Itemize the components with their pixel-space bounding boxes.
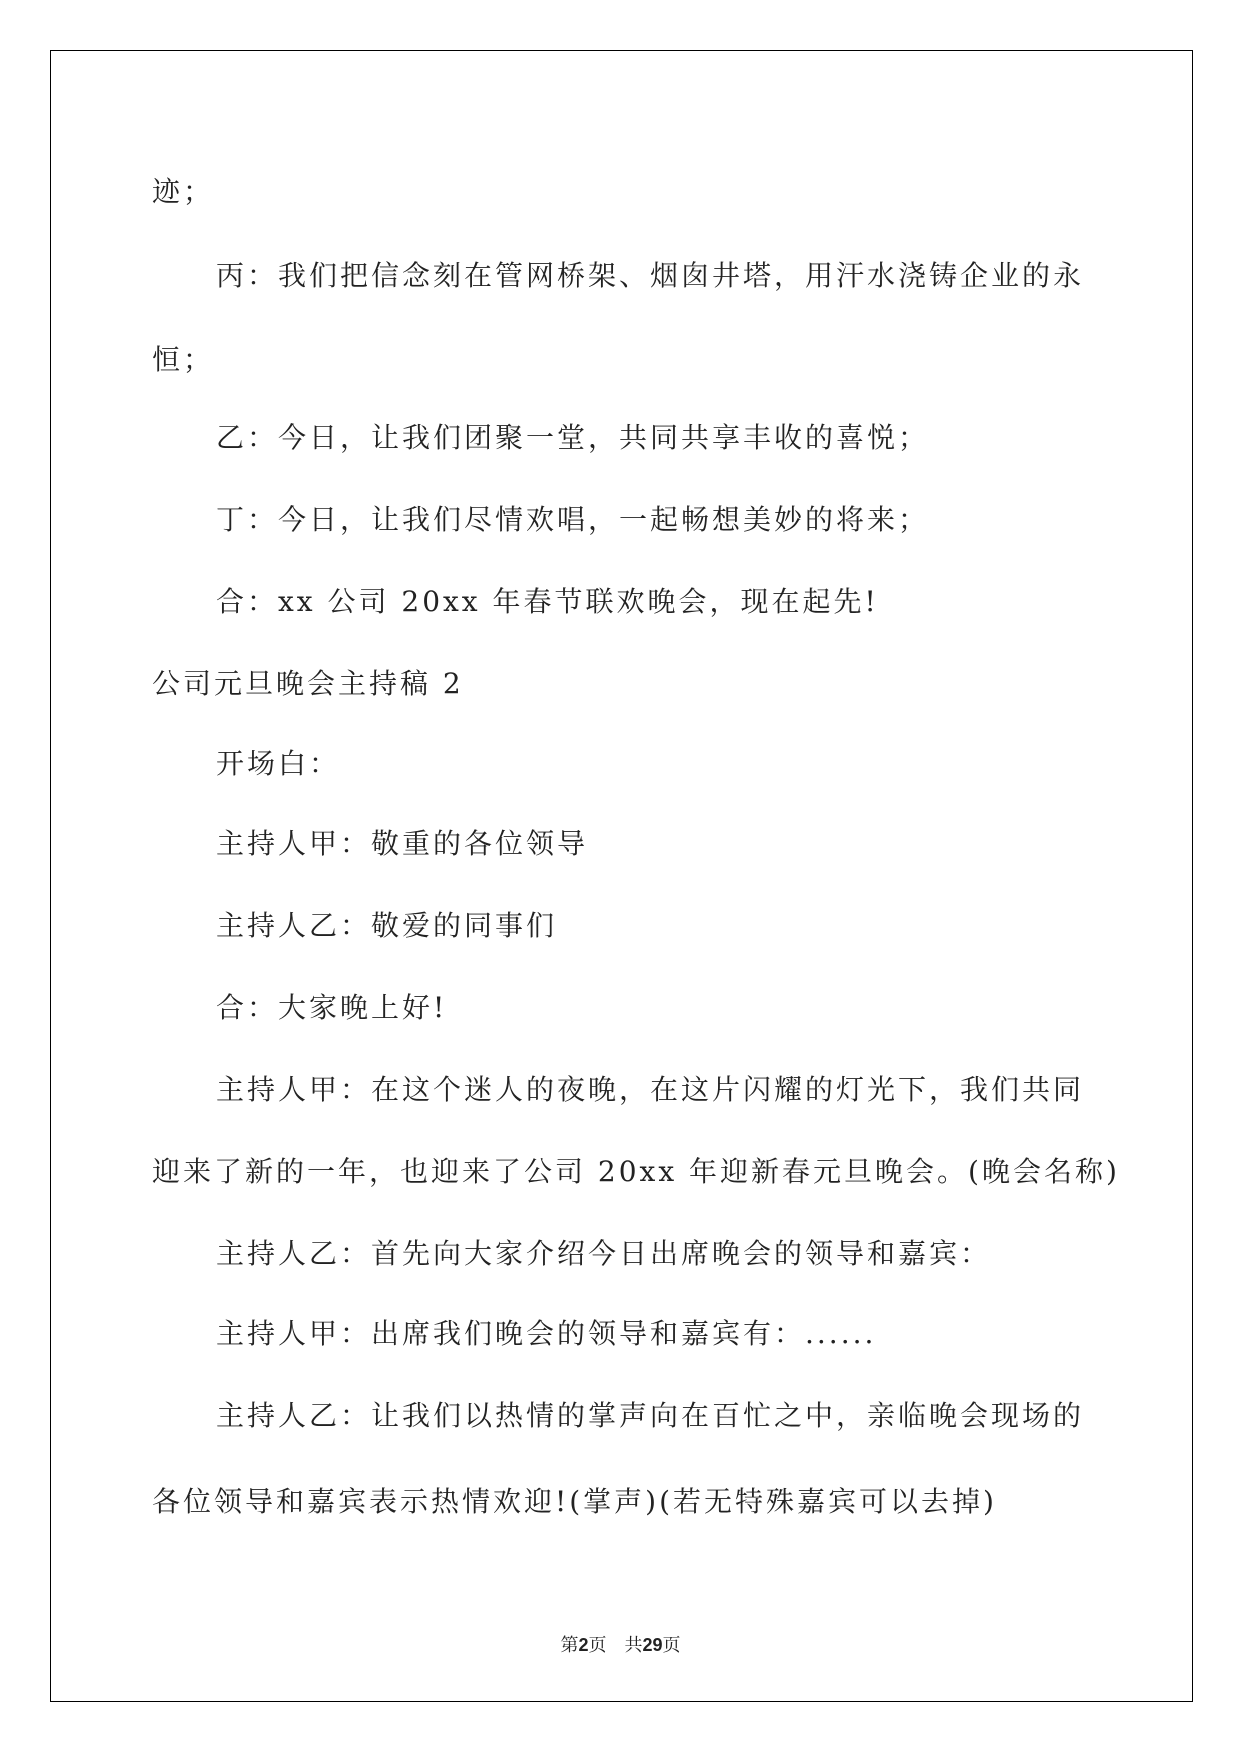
paragraph-line: 主持人甲：在这个迷人的夜晚，在这片闪耀的灯光下，我们共同 — [216, 1073, 1085, 1106]
paragraph-line: 主持人乙：让我们以热情的掌声向在百忙之中，亲临晚会现场的 — [216, 1399, 1085, 1432]
footer-page-number: 2 — [578, 1635, 589, 1655]
paragraph-line: 主持人甲：出席我们晚会的领导和嘉宾有：...... — [216, 1317, 877, 1350]
paragraph-line: 主持人乙：敬爱的同事们 — [216, 909, 558, 942]
paragraph-line: 迎来了新的一年，也迎来了公司 20xx 年迎新春元旦晚会。(晚会名称) — [152, 1155, 1120, 1188]
paragraph-line: 合：xx 公司 20xx 年春节联欢晚会，现在起先! — [216, 585, 879, 618]
paragraph-line: 迹； — [152, 175, 215, 208]
paragraph-line: 主持人甲：敬重的各位领导 — [216, 827, 589, 860]
paragraph-line: 各位领导和嘉宾表示热情欢迎!(掌声)(若无特殊嘉宾可以去掉) — [152, 1485, 997, 1518]
footer-total-pages: 29 — [642, 1635, 663, 1655]
paragraph-line: 开场白： — [216, 747, 341, 780]
paragraph-line: 乙：今日，让我们团聚一堂，共同共享丰收的喜悦； — [216, 421, 930, 454]
footer-mid: 页 共 — [588, 1635, 643, 1656]
paragraph-line: 丁：今日，让我们尽情欢唱，一起畅想美妙的将来； — [216, 503, 930, 536]
page-footer — [0, 1636, 1241, 1655]
paragraph-line: 主持人乙：首先向大家介绍今日出席晚会的领导和嘉宾： — [216, 1237, 992, 1270]
footer-prefix: 第 — [560, 1635, 579, 1656]
page-border — [50, 50, 1193, 1702]
footer-suffix: 页 — [662, 1635, 681, 1656]
paragraph-line: 丙：我们把信念刻在管网桥架、烟囱井塔，用汗水浇铸企业的永 — [216, 259, 1085, 292]
section-heading: 公司元旦晚会主持稿 2 — [152, 667, 464, 700]
paragraph-line: 合：大家晚上好! — [216, 991, 448, 1024]
paragraph-line: 恒； — [152, 343, 215, 376]
